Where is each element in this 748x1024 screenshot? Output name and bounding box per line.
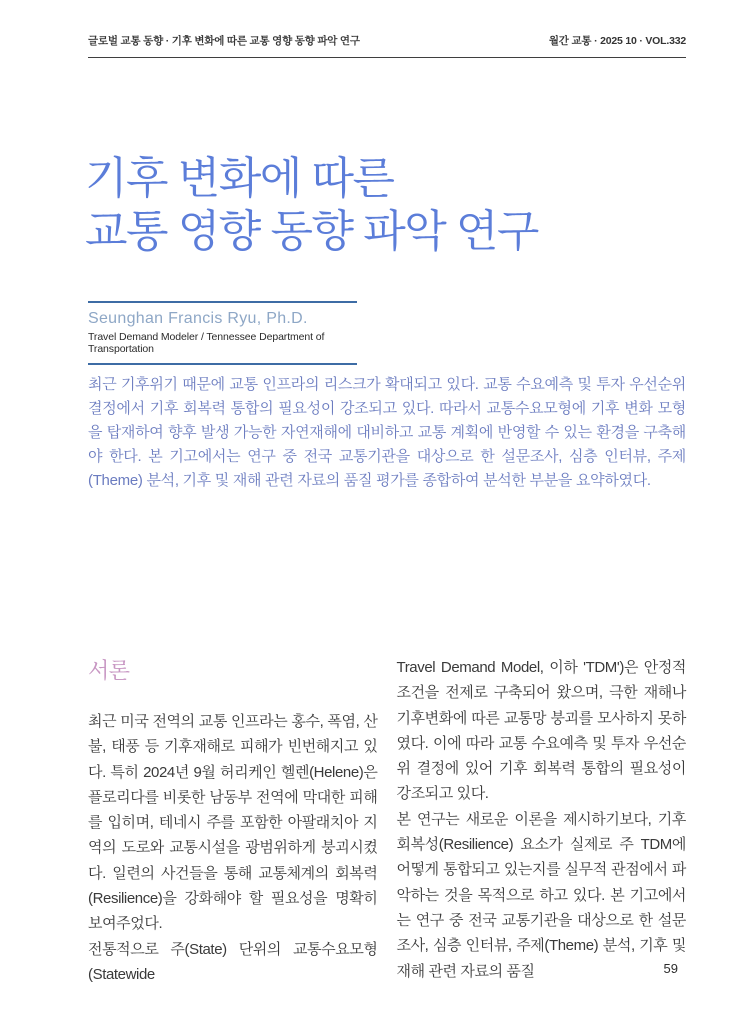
body-paragraph: 본 연구는 새로운 이론을 제시하기보다, 기후회복성(Resilience) 요소가 실제로 주 TDM에 어떻게 통합되고 있는지를 실무적 관점에서 파악하는 것을 목적으로 하고 있다. 본 기고에서는 연구 중 전국 교통기관을 대상으로 한 설문조사, 심층 인터뷰, 주제(Theme) 분석, 기후 및 재해 관련 자료의 품질	[396, 810, 686, 980]
page-number: 59	[663, 961, 678, 976]
right-column-text	[397, 655, 687, 984]
left-column-text	[88, 709, 378, 987]
body-paragraph: 전통적으로 주(State) 단위의 교통수요모형(Statewide	[88, 940, 378, 983]
article-title-line2: 교통 영향 동향 파악 연구	[85, 207, 538, 256]
body-paragraph: Travel Demand Model, 이하 'TDM')은 안정적 조건을 전제로 구축되어 왔으며, 극한 재해나 기후변화에 따른 교통망 붕괴를 모사하지 못하였다. 이에 따라 교통 수요예측 및 투자 우선순위 결정에 있어 기후 회복력 통합의 필요성이 강조되고 있다.	[396, 659, 686, 803]
body-paragraph: 최근 미국 전역의 교통 인프라는 홍수, 폭염, 산불, 태풍 등 기후재해로 피해가 빈번해지고 있다. 특히 2024년 9월 허리케인 헬렌(Helene)은 플로리다를 비롯한 남동부 전역에 막대한 피해를 입히며, 테네시 주를 포함한 아팔래치아 지역의 도로와 교통시설을 광범위하게 붕괴시켰다. 일련의 사건들을 통해 교통체계의 회복력(Resilience)을 강화해야 할 필요성을 명확히 보여주었다.	[88, 713, 378, 933]
right-column	[397, 655, 687, 987]
author-name: Seunghan Francis Ryu, Ph.D.	[88, 310, 308, 327]
section-heading-intro: 서론	[88, 658, 130, 683]
header-issue-info: 월간 교통 · 2025 10 · VOL.332	[548, 35, 686, 47]
body-columns	[88, 655, 686, 987]
left-column	[88, 655, 378, 987]
page-header	[88, 33, 686, 58]
article-title-line1: 기후 변화에 따른	[85, 154, 394, 203]
author-affiliation: Travel Demand Modeler / Tennessee Department of Transportation	[88, 331, 325, 355]
header-running-title: 글로벌 교통 동향 · 기후 변화에 따른 교통 영향 동향 파악 연구	[88, 35, 360, 47]
author-block	[88, 301, 357, 365]
abstract-paragraph: 최근 기후위기 때문에 교통 인프라의 리스크가 확대되고 있다. 교통 수요예측 및 투자 우선순위 결정에서 기후 회복력 통합의 필요성이 강조되고 있다. 따라서 교통수요모형에 기후 변화 모형을 탑재하여 향후 발생 가능한 자연재해에 대비하고 교통 계획에 반영할 수 있는 환경을 구축해야 한다. 본 기고에서는 연구 중 전국 교통기관을 대상으로 한 설문조사, 심층 인터뷰, 주제(Theme) 분석, 기후 및 재해 관련 자료의 품질 평가를 종합하여 분석한 부분을 요약하였다.	[88, 376, 686, 489]
article-title	[85, 152, 538, 258]
